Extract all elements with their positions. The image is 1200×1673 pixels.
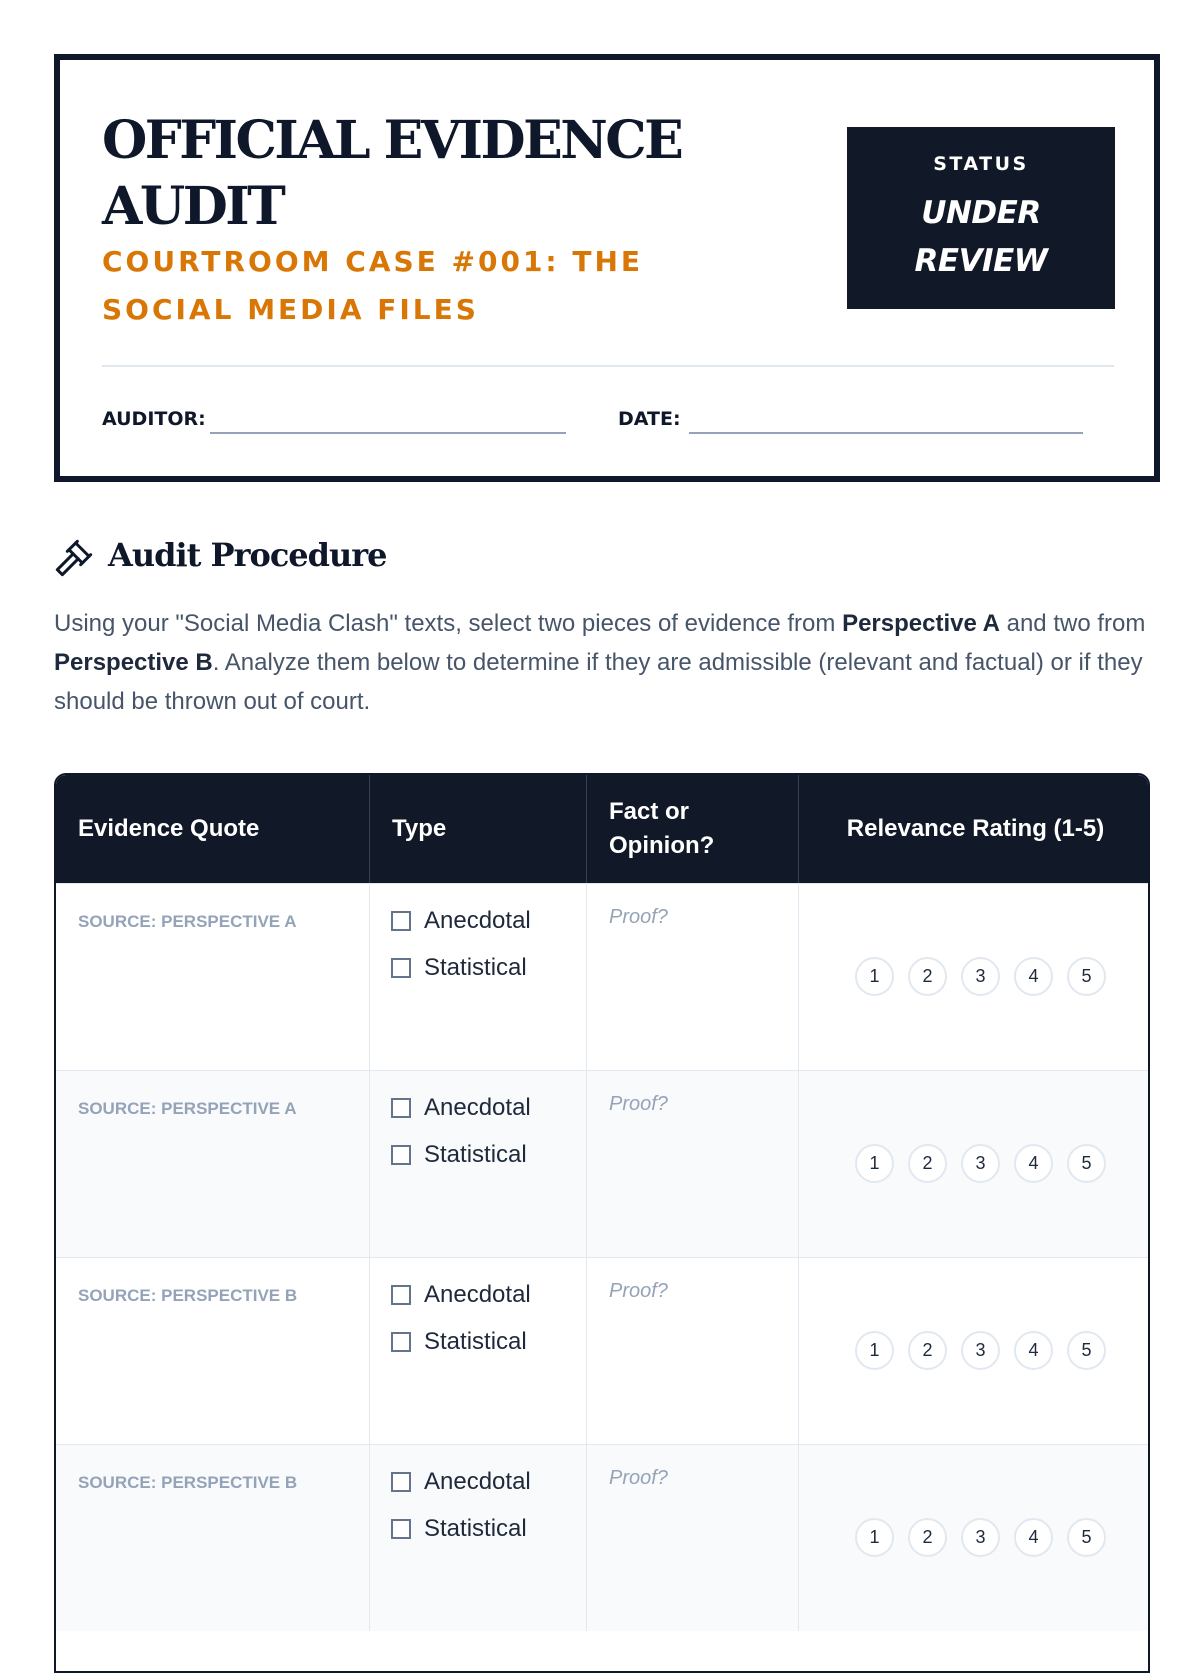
type-option-statistical[interactable]: [391, 1515, 527, 1543]
rating-option-5[interactable]: 5: [1067, 1331, 1106, 1370]
rating-option-1[interactable]: 1: [855, 1144, 894, 1183]
perspective-b-label: Perspective B: [54, 649, 213, 676]
case-header: [54, 54, 1160, 482]
statistical-label: Statistical: [424, 1515, 527, 1542]
relevance-rating-cell: [799, 884, 1150, 1070]
table-row: [56, 1070, 1148, 1257]
anecdotal-checkbox[interactable]: [391, 1472, 411, 1492]
rating-option-1[interactable]: 1: [855, 1518, 894, 1557]
rating-option-4[interactable]: 4: [1014, 957, 1053, 996]
rating-scale: [799, 1144, 1150, 1183]
perspective-a-label: Perspective A: [842, 610, 1000, 637]
proof-placeholder: Proof?: [609, 1093, 668, 1115]
type-option-statistical[interactable]: [391, 954, 527, 982]
table-row: [56, 883, 1148, 1070]
type-option-statistical[interactable]: [391, 1328, 527, 1356]
fact-opinion-cell[interactable]: [587, 1071, 799, 1257]
rating-option-3[interactable]: 3: [961, 1144, 1000, 1183]
type-cell: [370, 1445, 587, 1631]
rating-scale: [799, 1331, 1150, 1370]
evidence-quote-cell[interactable]: [56, 1445, 370, 1631]
anecdotal-label: Anecdotal: [424, 1281, 531, 1308]
relevance-rating-cell: [799, 1445, 1150, 1631]
rating-option-4[interactable]: 4: [1014, 1331, 1053, 1370]
rating-scale: [799, 1518, 1150, 1557]
statistical-label: Statistical: [424, 1141, 527, 1168]
procedure-instructions: [54, 604, 1164, 721]
anecdotal-label: Anecdotal: [424, 1094, 531, 1121]
type-option-anecdotal[interactable]: [391, 1468, 531, 1496]
case-subtitle: COURTROOM CASE #001: THE SOCIAL MEDIA FILES: [102, 245, 644, 326]
table-header: [56, 775, 1148, 883]
evidence-quote-cell[interactable]: [56, 1071, 370, 1257]
auditor-label: AUDITOR:: [102, 408, 206, 430]
source-label: SOURCE: PERSPECTIVE A: [78, 1099, 297, 1118]
page-title: OFFICIAL EVIDENCE AUDIT: [102, 110, 682, 237]
statistical-checkbox[interactable]: [391, 1332, 411, 1352]
rating-option-3[interactable]: 3: [961, 957, 1000, 996]
rating-option-4[interactable]: 4: [1014, 1144, 1053, 1183]
date-label: DATE:: [618, 408, 681, 430]
relevance-rating-cell: [799, 1258, 1150, 1444]
status-badge: [847, 127, 1115, 309]
date-field[interactable]: [689, 432, 1083, 434]
anecdotal-label: Anecdotal: [424, 1468, 531, 1495]
type-option-anecdotal[interactable]: [391, 907, 531, 935]
column-header-type: Type: [370, 775, 587, 883]
instruction-text: . Analyze them below to determine if they are admissible (relevant and factual) or if they should be thrown out of court.: [54, 649, 1143, 715]
rating-option-3[interactable]: 3: [961, 1518, 1000, 1557]
header-divider: [102, 365, 1114, 367]
type-option-anecdotal[interactable]: [391, 1281, 531, 1309]
type-cell: [370, 1071, 587, 1257]
anecdotal-checkbox[interactable]: [391, 1098, 411, 1118]
anecdotal-checkbox[interactable]: [391, 911, 411, 931]
status-label: STATUS: [933, 153, 1029, 175]
rating-option-3[interactable]: 3: [961, 1331, 1000, 1370]
evidence-quote-cell[interactable]: [56, 884, 370, 1070]
statistical-label: Statistical: [424, 1328, 527, 1355]
evidence-quote-cell[interactable]: [56, 1258, 370, 1444]
fact-opinion-cell[interactable]: [587, 884, 799, 1070]
procedure-title: Audit Procedure: [108, 536, 387, 574]
source-label: SOURCE: PERSPECTIVE B: [78, 1286, 298, 1305]
proof-placeholder: Proof?: [609, 906, 668, 928]
anecdotal-label: Anecdotal: [424, 907, 531, 934]
type-option-statistical[interactable]: [391, 1141, 527, 1169]
statistical-checkbox[interactable]: [391, 1145, 411, 1165]
statistical-checkbox[interactable]: [391, 1519, 411, 1539]
rating-option-5[interactable]: 5: [1067, 1518, 1106, 1557]
gavel-icon: [54, 538, 94, 578]
relevance-rating-cell: [799, 1071, 1150, 1257]
rating-option-2[interactable]: 2: [908, 1331, 947, 1370]
column-header-relevance-rating: Relevance Rating (1-5): [846, 815, 1105, 842]
proof-placeholder: Proof?: [609, 1280, 668, 1302]
evidence-table: [54, 773, 1150, 1673]
statistical-label: Statistical: [424, 954, 527, 981]
table-row: [56, 1444, 1148, 1631]
auditor-field[interactable]: [210, 432, 566, 434]
type-cell: [370, 884, 587, 1070]
type-cell: [370, 1258, 587, 1444]
instruction-text: Using your "Social Media Clash" texts, select two pieces of evidence from: [54, 610, 843, 637]
statistical-checkbox[interactable]: [391, 958, 411, 978]
rating-option-1[interactable]: 1: [855, 1331, 894, 1370]
source-label: SOURCE: PERSPECTIVE B: [78, 1473, 298, 1492]
fact-opinion-cell[interactable]: [587, 1445, 799, 1631]
rating-option-2[interactable]: 2: [908, 1518, 947, 1557]
proof-placeholder: Proof?: [609, 1467, 668, 1489]
rating-option-2[interactable]: 2: [908, 1144, 947, 1183]
column-header-evidence-quote: Evidence Quote: [56, 775, 370, 883]
rating-option-1[interactable]: 1: [855, 957, 894, 996]
rating-option-2[interactable]: 2: [908, 957, 947, 996]
status-value: UNDER REVIEW: [914, 195, 1048, 279]
column-header-fact-or-opinion: Fact or Opinion?: [587, 775, 799, 883]
rating-option-5[interactable]: 5: [1067, 957, 1106, 996]
rating-option-4[interactable]: 4: [1014, 1518, 1053, 1557]
source-label: SOURCE: PERSPECTIVE A: [78, 912, 297, 931]
fact-opinion-cell[interactable]: [587, 1258, 799, 1444]
anecdotal-checkbox[interactable]: [391, 1285, 411, 1305]
instruction-text: and two from: [999, 610, 1146, 637]
rating-option-5[interactable]: 5: [1067, 1144, 1106, 1183]
rating-scale: [799, 957, 1150, 996]
type-option-anecdotal[interactable]: [391, 1094, 531, 1122]
table-row: [56, 1257, 1148, 1444]
